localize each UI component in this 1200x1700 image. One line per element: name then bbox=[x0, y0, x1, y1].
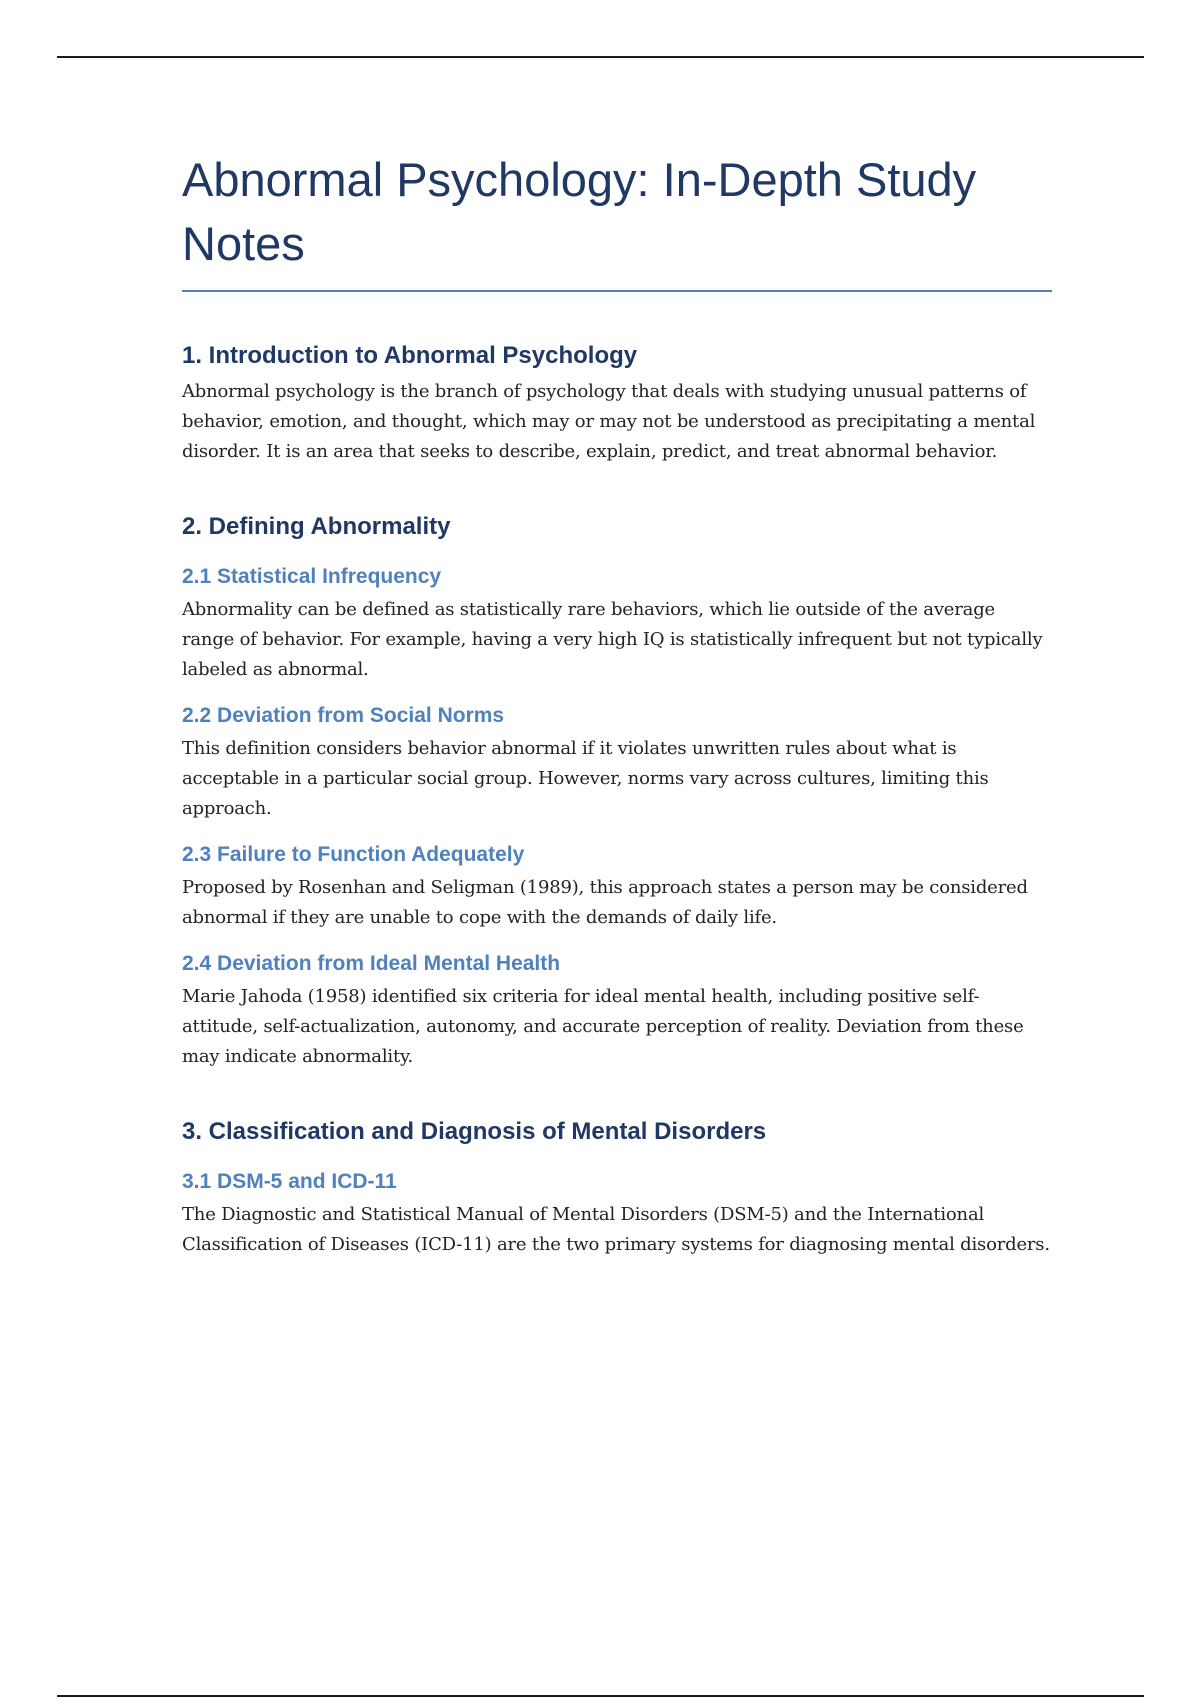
section-2-1-heading: 2.1 Statistical Infrequency bbox=[182, 565, 442, 588]
section-3-1-body: The Diagnostic and Statistical Manual of Mental Disorders (DSM-5) and the International Classification of Diseases (ICD-11) are the two primary systems for diagnosing mental disorders. bbox=[182, 1204, 1050, 1255]
section-2-3-body: Proposed by Rosenhan and Seligman (1989), this approach states a person may be considered abnormal if they are unable to cope with the demands of daily life. bbox=[182, 877, 1028, 928]
document-body bbox=[182, 148, 1052, 1260]
page-top-rule bbox=[57, 56, 1144, 58]
title-underline bbox=[182, 290, 1052, 292]
section-2-4-heading: 2.4 Deviation from Ideal Mental Health bbox=[182, 952, 561, 975]
page-bottom-rule bbox=[57, 1695, 1144, 1697]
section-1-heading: 1. Introduction to Abnormal Psychology bbox=[182, 342, 638, 369]
document-title: Abnormal Psychology: In-Depth Study Notes bbox=[182, 153, 977, 270]
section-3-1-heading: 3.1 DSM-5 and ICD-11 bbox=[182, 1170, 397, 1193]
section-2-3-heading: 2.3 Failure to Function Adequately bbox=[182, 843, 525, 866]
section-2-4-body: Marie Jahoda (1958) identified six criteria for ideal mental health, including positive self-attitude, self-actualization, autonomy, and accurate perception of reality. Deviation from these may indicate abnormality. bbox=[182, 986, 1024, 1067]
section-3-heading: 3. Classification and Diagnosis of Mental Disorders bbox=[182, 1118, 767, 1145]
section-2-2-heading: 2.2 Deviation from Social Norms bbox=[182, 704, 505, 727]
section-2-heading: 2. Defining Abnormality bbox=[182, 513, 451, 540]
section-1-body: Abnormal psychology is the branch of psychology that deals with studying unusual patterns of behavior, emotion, and thought, which may or may not be understood as precipitating a mental disorder. It is an area that seeks to describe, explain, predict, and treat abnormal behavior. bbox=[182, 381, 1036, 462]
section-2-1-body: Abnormality can be defined as statistically rare behaviors, which lie outside of the average range of behavior. For example, having a very high IQ is statistically infrequent but not typically labeled as abnormal. bbox=[182, 599, 1043, 680]
section-2-2-body: This definition considers behavior abnormal if it violates unwritten rules about what is acceptable in a particular social group. However, norms vary across cultures, limiting this approach. bbox=[182, 738, 989, 819]
